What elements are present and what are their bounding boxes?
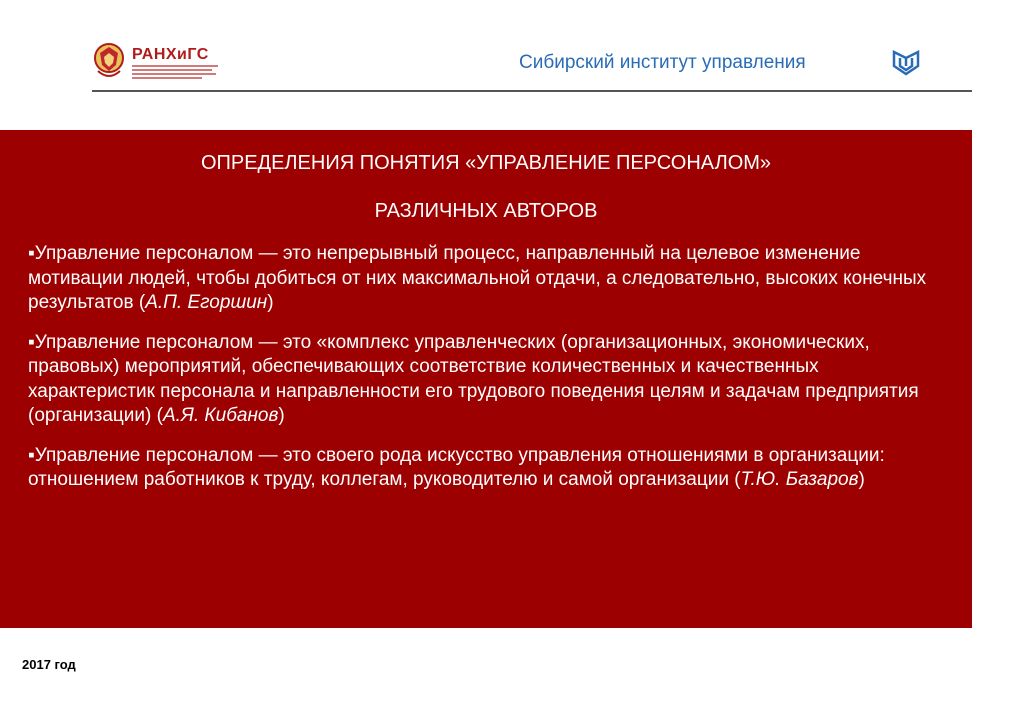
definition-item bbox=[28, 444, 948, 493]
emblem-icon bbox=[92, 41, 126, 83]
logo-text-block bbox=[132, 46, 218, 79]
slide-title-line-2: РАЗЛИЧНЫХ АВТОРОВ bbox=[374, 200, 598, 222]
bullet-icon: ▪ bbox=[28, 331, 35, 353]
definition-author: А.П. Егоршин bbox=[145, 292, 268, 313]
definition-text: Управление персоналом — это своего рода искусство управления отношениями в организации: отношением работников к труду, коллегам, руководителю и самой организации ( bbox=[28, 444, 885, 490]
institute-name: Сибирский институт управления bbox=[519, 52, 806, 73]
bullet-icon: ▪ bbox=[28, 243, 35, 264]
slide-header bbox=[0, 0, 1024, 100]
content-panel bbox=[0, 130, 972, 628]
definition-close: ) bbox=[858, 469, 865, 490]
definition-close: ) bbox=[278, 405, 285, 426]
definition-close: ) bbox=[267, 292, 274, 313]
header-divider bbox=[92, 90, 972, 92]
slide-title-line-1: ОПРЕДЕЛЕНИЯ ПОНЯТИЯ «УПРАВЛЕНИЕ ПЕРСОНАЛОМ» bbox=[200, 152, 772, 174]
logo-title: РАНХиГС bbox=[132, 45, 209, 63]
bullet-icon: ▪ bbox=[28, 444, 35, 466]
definition-author: Т.Ю. Базаров bbox=[740, 469, 859, 490]
definitions-list bbox=[28, 242, 948, 508]
logo-subtitle-lines bbox=[132, 65, 218, 79]
definition-item bbox=[28, 331, 948, 429]
ranepa-logo bbox=[92, 40, 218, 84]
definition-item bbox=[28, 242, 948, 316]
definition-text: Управление персоналом — это «комплекс управленческих (организационных, экономических, правовых) мероприятий, обеспечивающих соответствие количественных и качественных характеристик персонала и направленности его трудового поведения целям и задачам предприятия (организации) ( bbox=[28, 331, 919, 426]
institute-logo-icon bbox=[890, 46, 922, 78]
footer-year: 2017 год bbox=[22, 657, 76, 672]
definition-author: А.Я. Кибанов bbox=[162, 405, 279, 426]
definition-text: Управление персоналом — это непрерывный процесс, направленный на целевое изменение мотивации людей, чтобы добиться от них максимальной отдачи, а следовательно, высоких конечных результатов ( bbox=[28, 243, 927, 313]
